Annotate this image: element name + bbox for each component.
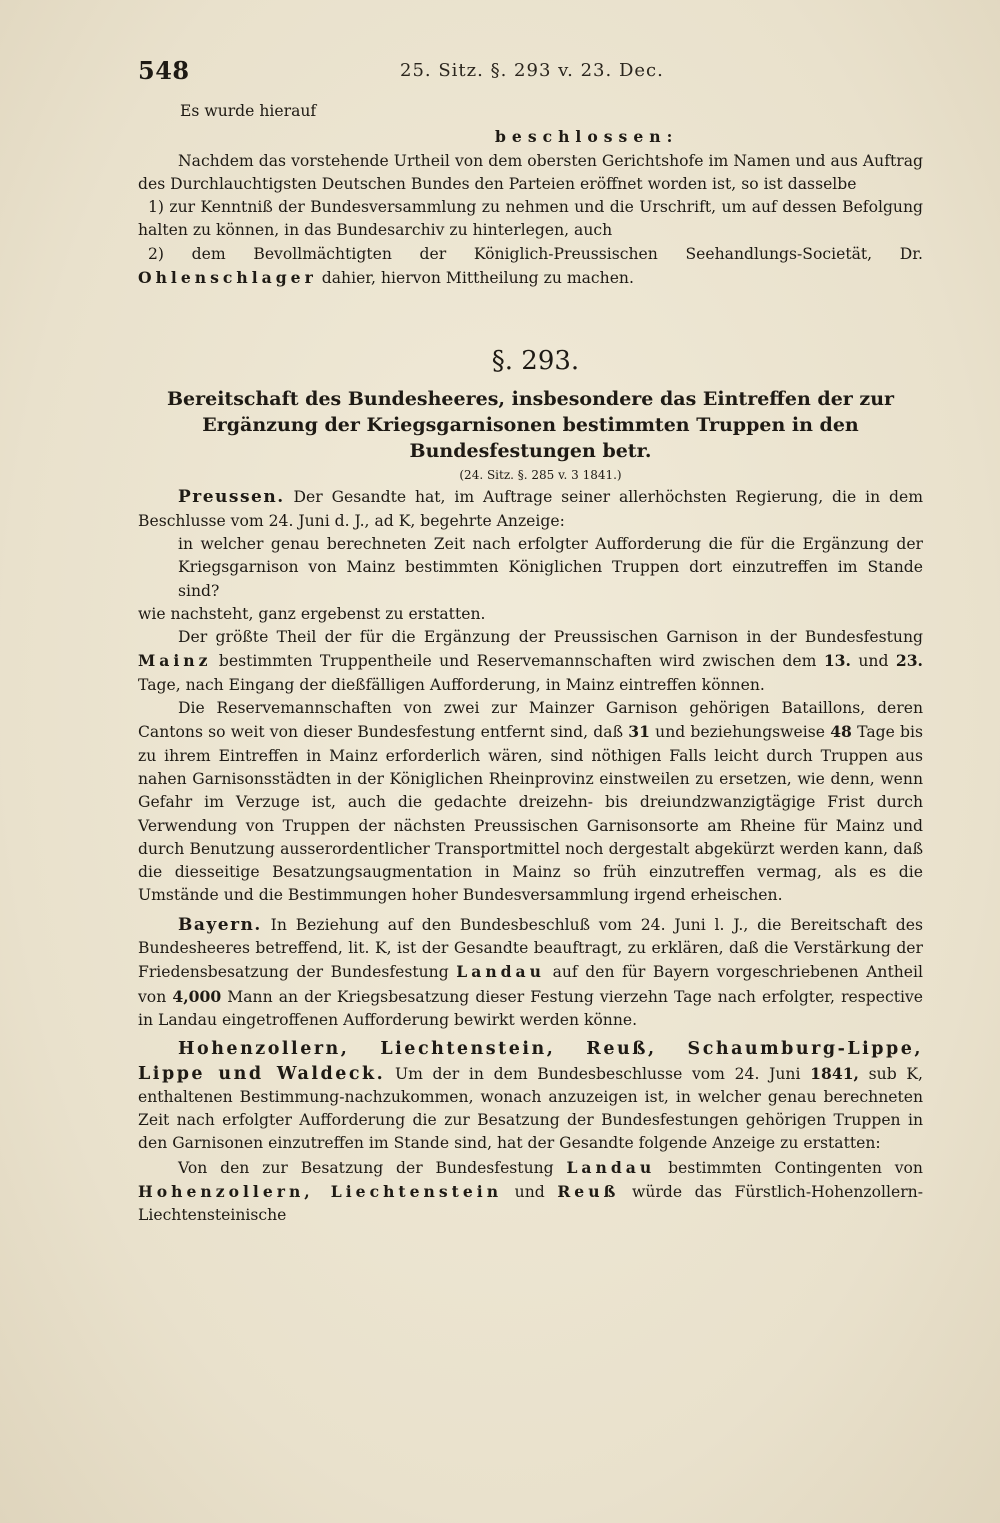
state-name-bayern: Bayern. [178,914,262,935]
section-title: Bereitschaft des Bundesheeres, insbesondere das Eintreffen der zur Ergänzung der Kriegsgarnisonen bestimmten Truppen in den Bundesfestungen betr. [166,388,895,463]
person-name: Ohlenschlager [138,268,317,288]
resolution-intro: Es wurde hierauf [180,102,317,120]
place-name-landau: Landau [456,962,546,982]
place-name-mainz: Mainz [138,651,212,671]
resolution-text: Nachdem das vorstehende Urtheil von dem obersten Gerichtshofe im Namen und aus Auftrag des Durchlauchtigsten Deutschen Bundes den Parteien eröffnet worden ist, so ist dasselbe [138,151,923,193]
hohenzollern-p2-text-a: Von den zur Besatzung der Bundesfestung [178,1158,554,1177]
preussen-quote: in welcher genau berechneten Zeit nach erfolgter Aufforderung die für die Ergänzung der Kriegsgarnison von Mainz bestimmten Königlichen Truppen dort einzutreffen im Stande sind? [178,534,923,600]
resolution-item-1: 1) zur Kenntniß der Bundesversammlung zu nehmen und die Urschrift, um auf dessen Befolgung halten zu können, in das Bundesarchiv zu hinterlegen, auch [138,198,923,240]
hohenzollern-paragraph [138,1038,923,1155]
preussen-after: wie nachsteht, ganz ergebenst zu erstatten. [138,604,486,623]
resolution-item-2-text: 2) dem Bevollmächtigten der Königlich-Preussischen Seehandlungs-Societät, Dr. [148,244,923,263]
preussen-p2-text-a: Der größte Theil der für die Ergänzung der Preussischen Garnison in der Bundesfestung [178,628,923,647]
preussen-p2-text-c: und [858,652,889,671]
bayern-number: 4,000 [172,986,222,1006]
resolution-item-2-end: dahier, hiervon Mittheilung zu machen. [321,269,634,288]
preussen-text: Der Gesandte hat, im Auftrage seiner allerhöchsten Regierung, die in dem Beschlusse vom 24. Juni d. J., ad K, begehrte Anzeige: [138,488,923,530]
hohenzollern-p2-text-b: bestimmten Contingenten von [668,1158,923,1177]
preussen-p3-text-b: und beziehungsweise [655,723,825,742]
bayern-text-c: Mann an der Kriegsbesatzung dieser Festung vierzehn Tage nach erfolgter, respective in Landau eingetroffenen Aufforderung bewirkt werden könne. [138,987,923,1029]
preussen-p2-text-b: bestimmten Truppentheile und Reservemannschaften wird zwischen dem [218,652,817,671]
bayern-text-a: In Beziehung auf den Bundesbeschluß vom 24. Juni l. J., die Bereitschaft des Bundesheeres betreffend, lit. K, ist der Gesandte beauftragt, zu erklären, daß die Verstärkung der Friedensbesatzung der Bundesfestung [138,915,923,982]
section-reference: (24. Sitz. §. 285 v. 3 1841.) [459,468,622,483]
page-header [138,56,920,96]
hohenzollern-p2-names: Hohenzollern, Liechtenstein [138,1181,503,1201]
preussen-p2-text-d: Tage, nach Eingang der dießfälligen Aufforderung, in Mainz eintreffen können. [138,675,765,694]
hohenzollern-p2-text-c: und [514,1182,545,1201]
hohenzollern-year: 1841, [810,1063,859,1083]
preussen-p3-text-c: Tage bis zu ihrem Eintreffen in Mainz erforderlich wären, sind nöthigen Falls leicht durch Truppen aus nahen Garnisonsstädten in der Königlichen Rheinprovinz einstweilen zu ersetzen, wie denn, wenn Gefahr im Verzuge ist, auch die gedachte dreizehn- bis dreiundzwanzigtägige Frist durch Verwendung von Truppen der nächsten Preussischen Garnisonsorte am Rheine für Mainz und durch Benutzung ausserordentlicher Transportmittel noch dergestalt abgekürzt werden kann, daß die diesseitige Besatzungsaugmentation in Mainz so früh einzutreffen vermag, als es die Umstände und die Bestimmungen hoher Bundesversammlung irgend erheischen. [138,723,923,905]
preussen-p3-number-2: 48 [830,722,852,742]
resolution-resolved: beschlossen: [495,127,679,147]
running-head: 25. Sitz. §. 293 v. 23. Dec. [400,60,664,81]
section-number: §. 293. [491,346,580,377]
preussen-p3-text-a: Die Reservemannschaften von zwei zur Mainzer Garnison gehörigen Bataillons, deren Cantons so weit von dieser Bundesfestung entfernt sind, daß [138,699,923,742]
hohenzollern-paragraph-2 [138,1156,923,1228]
resolution-item-2 [138,243,923,291]
bayern-text-b: auf den für Bayern vorgeschriebenen Antheil von [138,963,923,1006]
hohenzollern-p2-text-d: würde das Fürstlich-Hohenzollern-Liechtensteinische [138,1182,923,1225]
preussen-paragraph-2 [138,626,923,697]
hohenzollern-text-a: Um der in dem Bundesbeschlusse vom 24. Juni [394,1064,801,1083]
state-names-hohenzollern: Hohenzollern, Liechtenstein, Reuß, Schaumburg-Lippe, Lippe und Waldeck. [138,1039,923,1084]
place-name-landau-2: Landau [566,1157,656,1177]
state-name-preussen: Preussen. [178,487,285,508]
preussen-paragraph-3 [138,697,923,908]
preussen-p2-number-1: 13. [823,651,851,671]
page-body [138,100,923,1228]
hohenzollern-text-b: sub K, enthaltenen Bestimmung-nachzukommen, wonach anzuzeigen ist, in welcher genau berechneten Zeit nach erfolgter Aufforderung die zur Besatzung der Bundesfestungen gehörigen Truppen in den Garnisonen einzutreffen im Stande sind, hat der Gesandte folgende Anzeige zu erstatten: [138,1064,923,1153]
preussen-p2-number-2: 23. [895,651,923,671]
hohenzollern-p2-reuss: Reuß [557,1181,620,1201]
preussen-p3-number-1: 31 [628,722,650,742]
preussen-paragraph [138,486,923,533]
page-number: 548 [138,56,190,85]
bayern-paragraph [138,914,923,1032]
